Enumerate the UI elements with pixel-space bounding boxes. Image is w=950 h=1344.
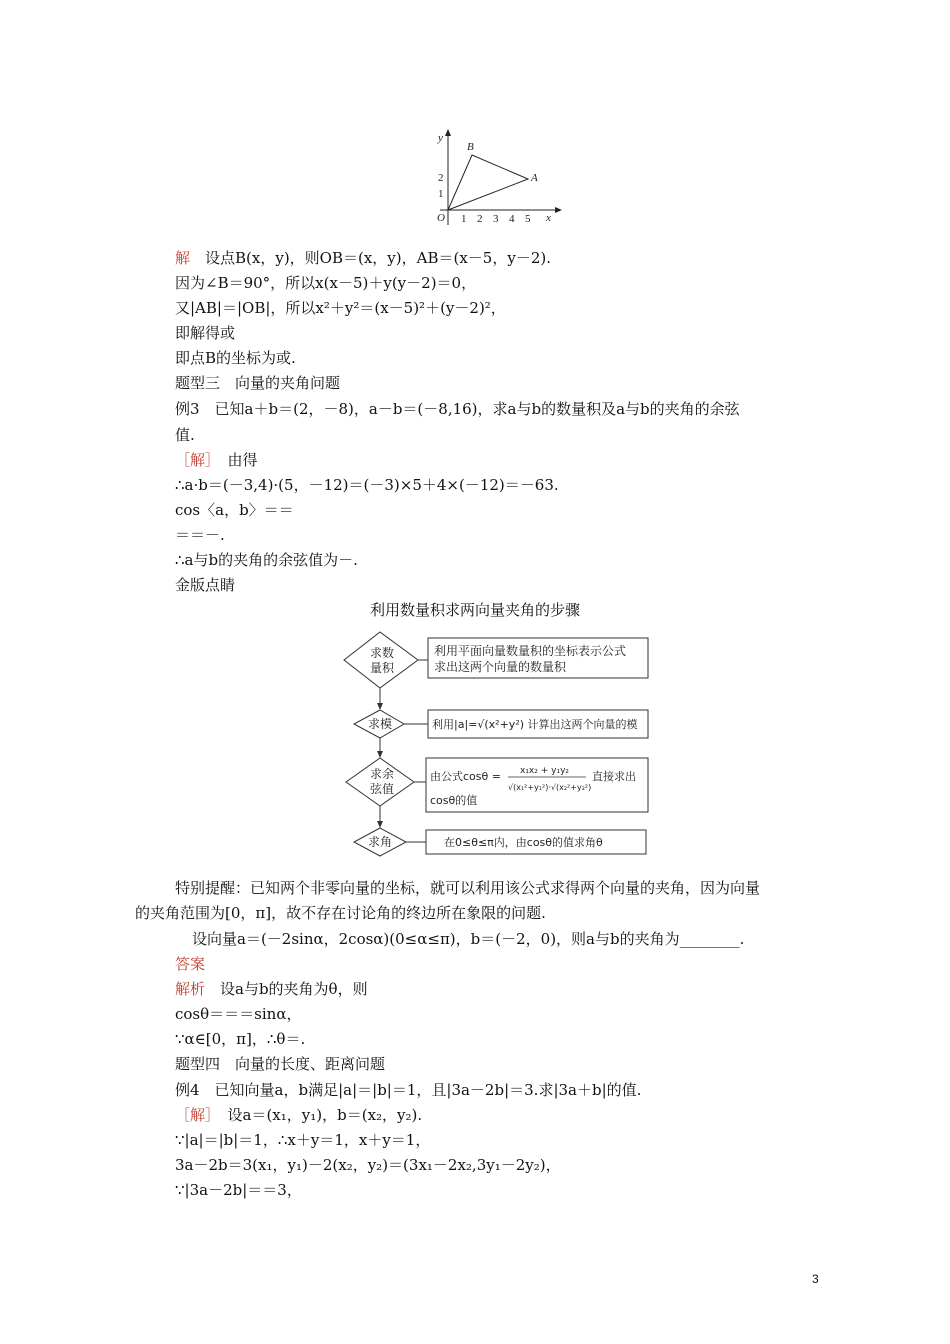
flow-box-3-line2: cosθ的值 <box>430 794 478 807</box>
x-axis-arrow <box>555 207 562 213</box>
flow-arrowhead <box>377 703 383 710</box>
flow-box-3-suffix: 直接求出 <box>592 770 636 783</box>
text-line: 值. <box>175 426 195 444</box>
flow-box-3-prefix: 由公式cosθ = <box>430 770 501 783</box>
x-tick-label: 2 <box>477 213 483 225</box>
solution-label: 解 <box>175 249 191 267</box>
x-tick-label: 4 <box>509 213 515 225</box>
text-line: 即点B的坐标为或. <box>175 349 296 367</box>
coordinate-figure <box>410 125 570 235</box>
text-line: ∵|3a－2b|＝＝3， <box>175 1181 302 1199</box>
example-4-statement: 例4 已知向量a，b满足|a|＝|b|＝1，且|3a－2b|＝3.求|3a＋b|的值. <box>175 1081 642 1099</box>
section-label: 金版点睛 <box>175 576 236 594</box>
flow-diamond-1-text: 求数 <box>370 646 395 660</box>
answer-label: 答案 <box>175 955 206 973</box>
y-tick-label: 2 <box>438 172 444 184</box>
text-line: 因为∠B＝90°，所以x(x－5)＋y(y－2)＝0， <box>175 274 477 292</box>
special-note-line-1: 特别提醒：已知两个非零向量的坐标，就可以利用该公式求得两个向量的夹角，因为向量 <box>175 879 761 897</box>
flow-box-2-text: 利用|a|=√(x²+y²) 计算出这两个向量的模 <box>432 718 638 731</box>
text-line: 又|AB|＝|OB|，所以x²＋y²＝(x－5)²＋(y－2)²， <box>175 299 506 317</box>
solution-line <box>175 450 258 470</box>
analysis-line <box>175 979 368 999</box>
y-axis-arrow <box>445 129 451 136</box>
text-line: ∴a与b的夹角的余弦值为－. <box>175 551 358 569</box>
solution-text: 设a＝(x₁，y₁)，b＝(x₂，y₂). <box>212 1106 423 1124</box>
text-line: 即解得或 <box>175 324 236 342</box>
analysis-label: 解析 <box>175 980 206 998</box>
text-line: cosθ＝＝＝sinα， <box>175 1005 302 1023</box>
flow-formula-numerator: x₁x₂ + y₁y₂ <box>520 766 569 776</box>
flowchart <box>340 630 660 862</box>
solution-line-1 <box>175 248 551 268</box>
triangle-oba <box>448 155 528 210</box>
flow-box-1-text: 利用平面向量数量积的坐标表示公式 <box>434 644 627 658</box>
flow-diamond-1 <box>344 632 418 688</box>
x-tick-label: 1 <box>461 213 467 225</box>
analysis-text: 设a与b的夹角为θ，则 <box>205 980 368 998</box>
solution-text: 设点B(x，y)，则OB＝(x，y)，AB＝(x－5，y－2). <box>190 249 551 267</box>
flow-diamond-2-text: 求模 <box>368 717 393 731</box>
x-tick-label: 5 <box>525 213 531 225</box>
text-line: cos〈a，b〉＝＝ <box>175 501 294 519</box>
section-heading: 题型四 向量的长度、距离问题 <box>175 1055 386 1073</box>
point-b-label: B <box>467 141 474 153</box>
solution-label: ［解］ <box>175 451 213 469</box>
flow-box-1-text: 求出这两个向量的数量积 <box>434 660 567 674</box>
text-line: ∵|a|＝|b|＝1，∴x＋y＝1，x＋y＝1， <box>175 1131 431 1149</box>
flow-arrowhead <box>377 751 383 758</box>
y-axis-label: y <box>438 132 443 144</box>
text-line: ∵α∈[0，π]，∴θ＝. <box>175 1030 306 1048</box>
flow-diamond-4-text: 求角 <box>368 835 393 849</box>
page-number: 3 <box>812 1272 819 1286</box>
flow-diamond-3-text: 弦值 <box>370 782 395 796</box>
x-tick-label: 3 <box>493 213 499 225</box>
exercise-statement: 设向量a＝(－2sinα，2cosα)(0≤α≤π)，b＝(－2，0)，则a与b的夹角为________. <box>192 930 745 948</box>
y-tick-label: 1 <box>438 188 444 200</box>
text-line: ＝＝－. <box>175 526 225 544</box>
flow-formula-denominator: √(x₁²+y₁²)·√(x₂²+y₂²) <box>508 783 592 792</box>
flow-diamond-1-text: 量积 <box>370 661 395 675</box>
text-line: ∴a·b＝(－3,4)·(5，－12)＝(－3)×5＋4×(－12)＝－63. <box>175 476 559 494</box>
special-note-line-2: 的夹角范围为[0，π]，故不存在讨论角的终边所在象限的问题. <box>135 904 546 922</box>
solution-label: ［解］ <box>175 1106 213 1124</box>
point-a-label: A <box>531 172 538 184</box>
example-3-statement: 例3 已知a＋b＝(2，－8)，a－b＝(－8,16)，求a与b的数量积及a与b的夹角的余弦 <box>175 400 740 418</box>
x-axis-label: x <box>546 212 551 224</box>
section-heading: 题型三 向量的夹角问题 <box>175 374 341 392</box>
text-line: 3a－2b＝3(x₁，y₁)－2(x₂，y₂)＝(3x₁－2x₂,3y₁－2y₂)， <box>175 1156 561 1174</box>
solution-line <box>175 1105 422 1125</box>
flow-arrowhead <box>377 821 383 828</box>
flowchart-title: 利用数量积求两向量夹角的步骤 <box>369 601 580 619</box>
solution-text: 由得 <box>212 451 258 469</box>
origin-label: O <box>437 212 445 224</box>
flow-diamond-3-text: 求余 <box>370 767 395 781</box>
flow-box-4-text: 在0≤θ≤π内，由cosθ的值求角θ <box>444 836 603 849</box>
